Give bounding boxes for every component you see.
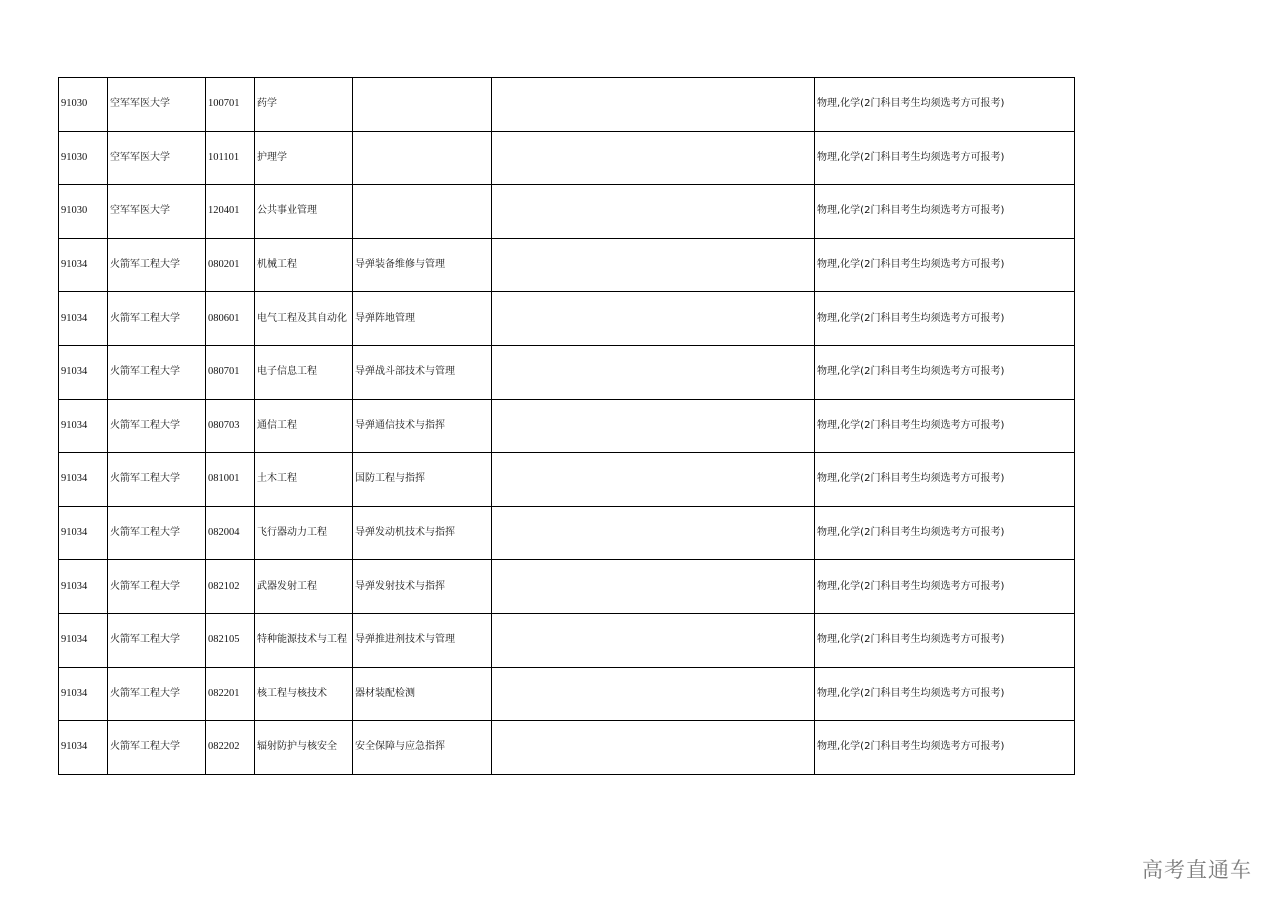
school-name-cell: 火箭军工程大学 (108, 453, 206, 507)
direction-cell: 导弹推进剂技术与管理 (353, 613, 492, 667)
table-row (59, 345, 1075, 399)
major-code-cell: 082102 (206, 560, 255, 614)
table-row (59, 453, 1075, 507)
subject-requirement-cell: 物理,化学(2门科目考生均须选考方可报考) (815, 667, 1075, 721)
school-code-cell: 91034 (59, 345, 108, 399)
subject-requirement-cell: 物理,化学(2门科目考生均须选考方可报考) (815, 238, 1075, 292)
school-code-cell: 91034 (59, 399, 108, 453)
major-name-cell: 特种能源技术与工程 (255, 613, 353, 667)
table-row (59, 613, 1075, 667)
school-name-cell: 火箭军工程大学 (108, 238, 206, 292)
subject-requirement-cell: 物理,化学(2门科目考生均须选考方可报考) (815, 131, 1075, 185)
school-code-cell: 91034 (59, 506, 108, 560)
note-cell (492, 399, 815, 453)
major-name-cell: 电子信息工程 (255, 345, 353, 399)
major-name-cell: 飞行器动力工程 (255, 506, 353, 560)
table-row (59, 721, 1075, 775)
major-name-cell: 辐射防护与核安全 (255, 721, 353, 775)
school-name-cell: 火箭军工程大学 (108, 560, 206, 614)
direction-cell: 国防工程与指挥 (353, 453, 492, 507)
table-row (59, 560, 1075, 614)
table-row (59, 238, 1075, 292)
major-code-cell: 082202 (206, 721, 255, 775)
direction-cell (353, 131, 492, 185)
table-body (59, 78, 1075, 775)
direction-cell: 导弹装备维修与管理 (353, 238, 492, 292)
major-code-cell: 080601 (206, 292, 255, 346)
major-name-cell: 电气工程及其自动化 (255, 292, 353, 346)
table-row (59, 131, 1075, 185)
major-name-cell: 通信工程 (255, 399, 353, 453)
major-code-cell: 101101 (206, 131, 255, 185)
subject-requirement-cell: 物理,化学(2门科目考生均须选考方可报考) (815, 453, 1075, 507)
watermark-logo: 高考直通车 (1142, 858, 1252, 882)
major-code-cell: 100701 (206, 78, 255, 132)
school-code-cell: 91034 (59, 238, 108, 292)
note-cell (492, 238, 815, 292)
major-name-cell: 土木工程 (255, 453, 353, 507)
major-name-cell: 公共事业管理 (255, 185, 353, 239)
note-cell (492, 613, 815, 667)
note-cell (492, 721, 815, 775)
direction-cell: 器材装配检测 (353, 667, 492, 721)
table-row (59, 185, 1075, 239)
major-name-cell: 药学 (255, 78, 353, 132)
major-code-cell: 080703 (206, 399, 255, 453)
school-name-cell: 火箭军工程大学 (108, 613, 206, 667)
major-code-cell: 120401 (206, 185, 255, 239)
school-name-cell: 火箭军工程大学 (108, 292, 206, 346)
school-name-cell: 空军军医大学 (108, 185, 206, 239)
major-code-cell: 082004 (206, 506, 255, 560)
school-name-cell: 火箭军工程大学 (108, 667, 206, 721)
subject-requirement-cell: 物理,化学(2门科目考生均须选考方可报考) (815, 399, 1075, 453)
school-name-cell: 空军军医大学 (108, 78, 206, 132)
school-name-cell: 火箭军工程大学 (108, 399, 206, 453)
school-code-cell: 91030 (59, 131, 108, 185)
school-name-cell: 火箭军工程大学 (108, 345, 206, 399)
direction-cell (353, 78, 492, 132)
note-cell (492, 185, 815, 239)
major-code-cell: 082105 (206, 613, 255, 667)
major-code-cell: 080701 (206, 345, 255, 399)
note-cell (492, 667, 815, 721)
school-code-cell: 91030 (59, 185, 108, 239)
school-code-cell: 91034 (59, 721, 108, 775)
subject-requirement-cell: 物理,化学(2门科目考生均须选考方可报考) (815, 185, 1075, 239)
direction-cell: 导弹发射技术与指挥 (353, 560, 492, 614)
major-name-cell: 护理学 (255, 131, 353, 185)
school-name-cell: 火箭军工程大学 (108, 506, 206, 560)
school-code-cell: 91034 (59, 292, 108, 346)
table-row (59, 506, 1075, 560)
note-cell (492, 560, 815, 614)
direction-cell (353, 185, 492, 239)
major-code-cell: 080201 (206, 238, 255, 292)
school-code-cell: 91030 (59, 78, 108, 132)
major-name-cell: 机械工程 (255, 238, 353, 292)
subject-requirement-cell: 物理,化学(2门科目考生均须选考方可报考) (815, 560, 1075, 614)
table-row (59, 399, 1075, 453)
school-name-cell: 火箭军工程大学 (108, 721, 206, 775)
subject-requirement-cell: 物理,化学(2门科目考生均须选考方可报考) (815, 721, 1075, 775)
note-cell (492, 506, 815, 560)
direction-cell: 导弹阵地管理 (353, 292, 492, 346)
note-cell (492, 131, 815, 185)
subject-requirement-cell: 物理,化学(2门科目考生均须选考方可报考) (815, 292, 1075, 346)
direction-cell: 导弹战斗部技术与管理 (353, 345, 492, 399)
note-cell (492, 292, 815, 346)
major-name-cell: 武器发射工程 (255, 560, 353, 614)
table-row (59, 667, 1075, 721)
note-cell (492, 345, 815, 399)
subject-requirement-cell: 物理,化学(2门科目考生均须选考方可报考) (815, 613, 1075, 667)
direction-cell: 导弹发动机技术与指挥 (353, 506, 492, 560)
school-code-cell: 91034 (59, 453, 108, 507)
direction-cell: 安全保障与应急指挥 (353, 721, 492, 775)
school-code-cell: 91034 (59, 667, 108, 721)
note-cell (492, 78, 815, 132)
major-code-cell: 082201 (206, 667, 255, 721)
subject-requirement-cell: 物理,化学(2门科目考生均须选考方可报考) (815, 78, 1075, 132)
subject-requirement-cell: 物理,化学(2门科目考生均须选考方可报考) (815, 506, 1075, 560)
direction-cell: 导弹通信技术与指挥 (353, 399, 492, 453)
school-code-cell: 91034 (59, 560, 108, 614)
school-code-cell: 91034 (59, 613, 108, 667)
subject-requirement-cell: 物理,化学(2门科目考生均须选考方可报考) (815, 345, 1075, 399)
note-cell (492, 453, 815, 507)
enrollment-table (58, 77, 1075, 775)
school-name-cell: 空军军医大学 (108, 131, 206, 185)
table-row (59, 292, 1075, 346)
table-row (59, 78, 1075, 132)
major-code-cell: 081001 (206, 453, 255, 507)
major-name-cell: 核工程与核技术 (255, 667, 353, 721)
